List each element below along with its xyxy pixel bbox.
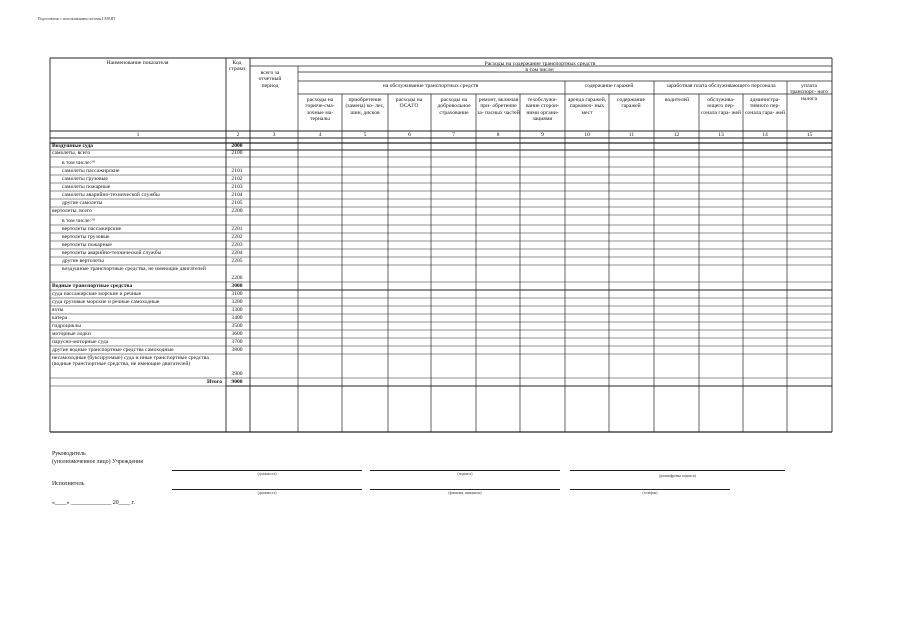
table-row-label: парусно-моторные суда: [52, 339, 109, 345]
column-number: 3: [272, 131, 276, 138]
table-row-code: 2203: [231, 242, 243, 248]
table-row-label: другие водные транспортные средства самоходные: [52, 347, 174, 353]
table-row-code: 3700: [231, 339, 243, 345]
column-number: 7: [452, 131, 455, 138]
decoding-line: [570, 470, 785, 471]
table-row-code: 3800: [231, 347, 243, 353]
table-row-label: вертолеты пожарные: [62, 242, 112, 248]
table-row-code: 2102: [231, 176, 243, 182]
sub-rent: аренда гаражей, парковоч- ных мест: [567, 97, 607, 116]
column-number: 13: [718, 131, 724, 138]
position-line: [172, 470, 362, 471]
phone-line: [570, 489, 730, 490]
table-row-label: суда пассажирские морские и речные: [52, 291, 142, 297]
cap-name: (фамилия, инициалы): [448, 491, 482, 495]
table-row-code: 2100: [231, 150, 243, 156]
table-row-code: 2105: [231, 200, 243, 206]
sub-service-staff: обслужива- ющего пер- сонала гара- жей: [700, 97, 742, 116]
table-row-code: 2204: [231, 250, 243, 256]
sub-tires: приобретение (замена) ко- лес, шин, дисков: [345, 97, 385, 116]
tax-col-header: уплата транспорт- ного налога: [789, 83, 829, 102]
name-line: [370, 489, 560, 490]
table-row-code: 2103: [231, 184, 243, 190]
table-row-code: 2201: [231, 226, 243, 232]
cap-phone: (телефон): [642, 491, 658, 495]
table-row-label: яхты: [52, 307, 64, 313]
sub-osago: расходы на ОСАГО: [395, 97, 423, 110]
cap-decoding: (расшифровка подписи): [659, 474, 696, 478]
total-col-header: всего за отчетный период: [258, 70, 282, 89]
table-row-code: 2104: [231, 192, 243, 198]
sub-admin-staff: администра- тивного пер- сонала гара- жей: [744, 97, 786, 116]
date-line: «____» ______________ 20____ г.: [52, 500, 135, 506]
table-row-label: Воздушные суда: [52, 143, 93, 149]
table-row-code: 2205: [231, 258, 243, 264]
column-number: 8: [496, 131, 500, 138]
table-row-label: гидроциклы: [52, 323, 81, 329]
table-row-code: 2000: [231, 143, 243, 149]
table-row-code: 3500: [231, 323, 243, 329]
cap-signature: (подпись): [457, 472, 473, 476]
cap-position: (должность): [257, 472, 277, 476]
table-row-code: 3600: [231, 331, 243, 337]
col2-header: Код строки: [228, 60, 246, 73]
table-row-label: несамоходные (буксируемые) суда и иные транспортные средства (водные транспортные средства, не имеющие двигателей): [52, 355, 209, 368]
table-row-label: воздушные транспортные средства, не имеющие двигателей: [62, 266, 206, 272]
table-row-label: самолеты аварийно-технической службы: [62, 192, 160, 198]
head-label: Руководитель: [52, 451, 86, 457]
service-group-header: на обслуживание транспортных средств: [382, 83, 479, 89]
signature-line: [370, 470, 560, 471]
table-row-code: 2206: [231, 275, 243, 281]
table-row-code: 9000: [231, 379, 243, 385]
table-row-label: моторные лодки: [52, 331, 91, 337]
table-row-code: 3300: [231, 307, 243, 313]
column-number: 9: [541, 131, 544, 138]
main-group-header: Расходы на содержание транспортных средств: [484, 61, 596, 67]
table-row-code: 2101: [231, 168, 243, 174]
head-label-2: (уполномоченное лицо) Учреждения: [52, 459, 143, 465]
garage-group-header: содержание гаражей: [584, 83, 634, 89]
sub-upkeep: содержание гаражей: [616, 97, 646, 110]
table-row-code: 3000: [231, 283, 243, 289]
column-number: 14: [762, 131, 768, 138]
table-row-label: самолеты пожарные: [62, 184, 111, 190]
table-row-label: вертолеты аварийно-технической службы: [62, 250, 162, 256]
table-row-code: 2200: [231, 208, 243, 214]
column-number: 10: [584, 131, 590, 138]
column-number: 11: [628, 131, 635, 138]
table-row-label: вертолеты пассажирские: [62, 226, 122, 232]
column-number: 4: [318, 131, 322, 138]
table-row-label: в том числе:²⁹: [62, 160, 95, 166]
column-number: 2: [236, 131, 240, 138]
table-row-label: Итого: [206, 379, 222, 385]
table-row-code: 2202: [231, 234, 243, 240]
column-number: 12: [673, 131, 680, 138]
sub-repair: ремонт, включая при- обретение за- пасных частей: [477, 97, 520, 116]
table-row-code: 3400: [231, 315, 243, 321]
column-number: 15: [806, 131, 813, 138]
sub-fuel: расходы на горюче-сма- зочные ма- териалы: [305, 97, 335, 123]
table-row-label: суда грузовые морские и речные самоходные: [52, 299, 160, 305]
table-row-label: самолеты пассажирские: [62, 168, 120, 174]
column-number: 6: [408, 131, 411, 138]
executor-label: Исполнитель: [52, 481, 85, 487]
incl-header: в том числе:: [525, 67, 555, 73]
table-row-code: 3200: [231, 299, 243, 305]
table-row-label: катера: [52, 315, 68, 321]
position2-line: [172, 489, 362, 490]
table-row-label: вертолеты грузовые: [62, 234, 110, 240]
table-row-code: 3100: [231, 291, 243, 297]
sub-maint: техобслужи- вание сторон- ними органи- зациями: [525, 97, 560, 123]
column-number: 5: [363, 131, 367, 138]
table-row-label: самолеты, всего: [52, 150, 91, 156]
top-note: Подготовлено с использованием системы ГАРАНТ: [38, 17, 116, 21]
col1-header: Наименование показателя: [106, 60, 169, 66]
sub-drivers: водителей: [664, 97, 690, 103]
sub-voluntary: расходы на добровольное страхование: [437, 97, 471, 116]
table-row-label: самолеты грузовые: [62, 176, 108, 182]
table-row-label: другие самолеты: [62, 200, 103, 206]
table-row-label: другие вертолеты: [62, 258, 104, 264]
table-row-label: вертолеты, всего: [52, 208, 92, 214]
column-number: 1: [136, 131, 140, 138]
table-row-label: Водные транспортные средства: [52, 283, 133, 289]
table-row-code: 3900: [231, 371, 243, 377]
wages-group-header: заработная плата обслуживающего персонала: [666, 83, 776, 89]
cap-position-2: (должность): [257, 491, 277, 495]
table-row-label: в том числе:²⁹: [62, 218, 95, 224]
